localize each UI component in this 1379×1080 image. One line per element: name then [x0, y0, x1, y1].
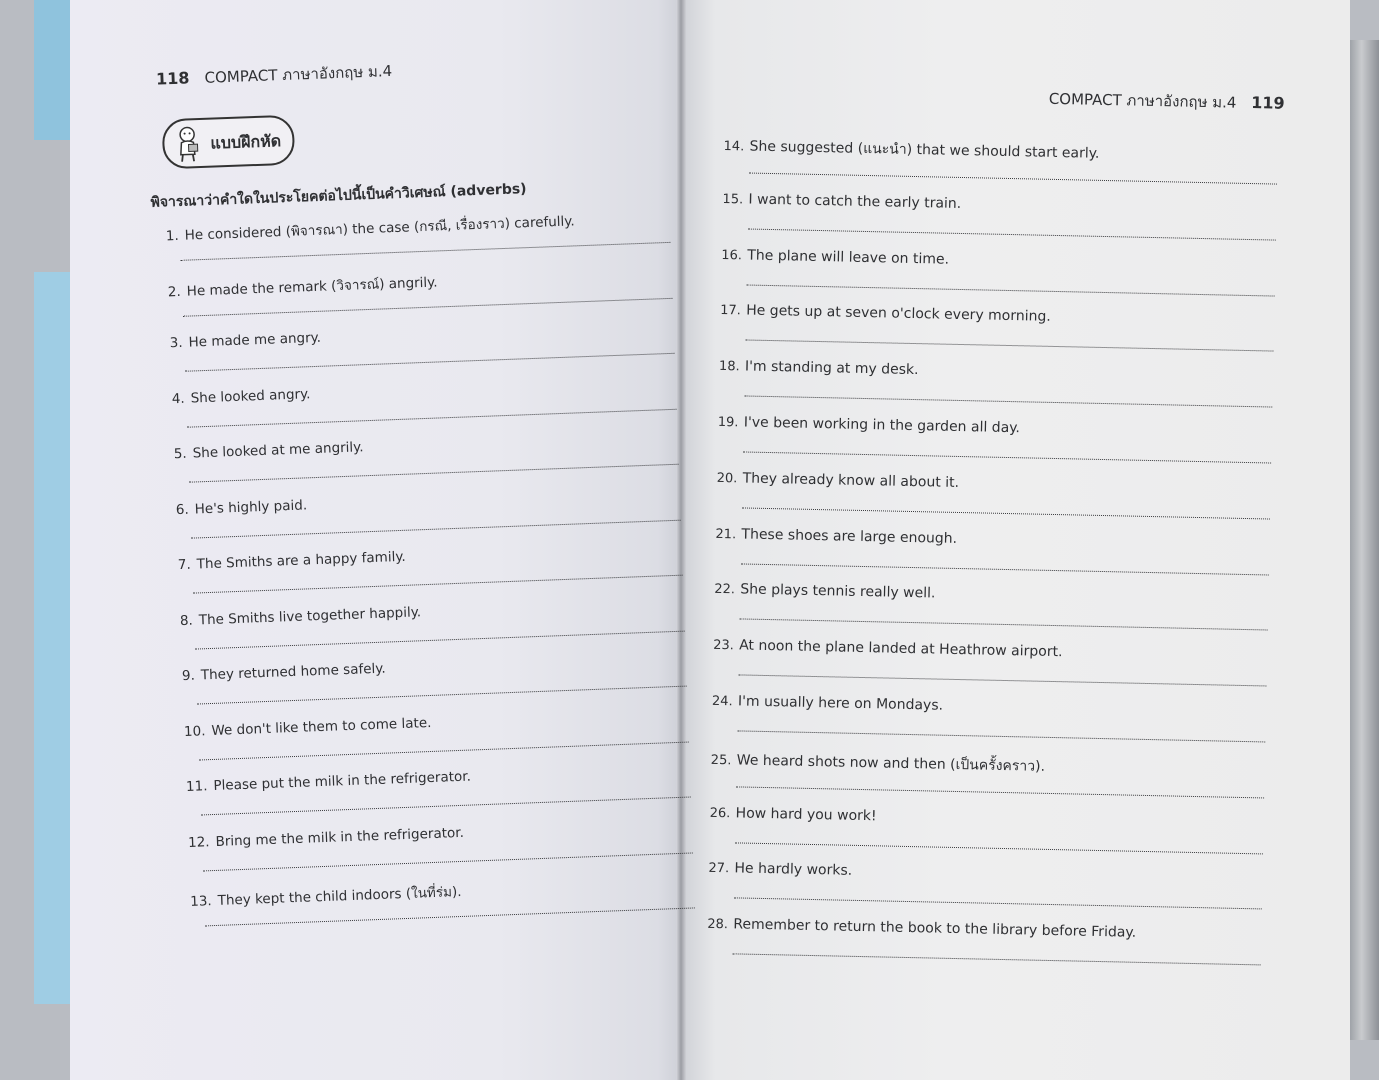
- exercise-number: 2.: [167, 283, 182, 300]
- exercise-badge: [162, 115, 296, 170]
- exercise-sentence: The Smiths live together happily.: [198, 603, 422, 628]
- exercise-item: [186, 769, 471, 795]
- exercise-item: [182, 661, 386, 684]
- exercise-sentence: I'm standing at my desk.: [744, 358, 919, 379]
- header-title: COMPACT ภาษาอังกฤษ ม.4: [204, 61, 393, 87]
- exercise-sentence: I'm usually here on Mondays.: [737, 693, 944, 714]
- exercise-item: [188, 824, 464, 850]
- right-header: [1049, 87, 1285, 116]
- exercise-number: 4.: [171, 390, 185, 407]
- exercise-sentence: They already know all about it.: [742, 470, 960, 491]
- page-number: 118: [155, 68, 190, 89]
- exercise-sentence: We heard shots now and then (เป็นครั้งคราว).: [736, 752, 1046, 775]
- exercise-number: 22.: [714, 582, 736, 598]
- answer-line[interactable]: [734, 898, 1262, 910]
- left-header: [156, 59, 393, 92]
- answer-line[interactable]: [199, 741, 689, 760]
- answer-line[interactable]: [189, 464, 679, 483]
- exercise-item: [718, 414, 1020, 436]
- answer-line[interactable]: [740, 619, 1268, 631]
- exercise-sentence: He made me angry.: [188, 329, 322, 351]
- exercise-number: 28.: [707, 917, 729, 933]
- exercise-number: 6.: [175, 501, 190, 518]
- exercise-number: 17.: [720, 303, 742, 319]
- exercise-sentence: These shoes are large enough.: [741, 526, 958, 547]
- answer-line[interactable]: [205, 907, 695, 926]
- exercise-item: [717, 470, 960, 491]
- answer-line[interactable]: [197, 686, 687, 705]
- exercise-number: 16.: [721, 247, 743, 263]
- exercise-sentence: How hard you work!: [735, 804, 877, 824]
- answer-line[interactable]: [749, 173, 1277, 185]
- exercise-number: 8.: [179, 612, 194, 629]
- answer-line[interactable]: [744, 396, 1272, 408]
- exercise-sentence: Bring me the milk in the refrigerator.: [215, 824, 465, 850]
- exercise-number: 14.: [723, 138, 745, 155]
- exercise-sentence: He considered (พิจารณา) the case (กรณี, เรื่องราว) carefully.: [184, 213, 575, 244]
- answer-line[interactable]: [748, 228, 1276, 240]
- answer-line[interactable]: [181, 242, 671, 261]
- exercise-number: 24.: [711, 693, 733, 710]
- exercise-item: [714, 581, 935, 602]
- exercise-sentence: He gets up at seven o'clock every morning.: [746, 302, 1051, 326]
- answer-line[interactable]: [737, 730, 1265, 742]
- exercise-sentence: We don't like them to come late.: [211, 714, 432, 739]
- exercise-item: [709, 804, 876, 823]
- answer-line[interactable]: [187, 408, 677, 427]
- exercise-number: 20.: [716, 470, 738, 487]
- answer-line[interactable]: [191, 519, 681, 538]
- exercise-sentence: She looked at me angrily.: [192, 439, 364, 462]
- exercise-number: 25.: [710, 752, 732, 769]
- exercise-item: [708, 860, 852, 879]
- answer-line[interactable]: [201, 797, 691, 816]
- exercise-item: [707, 916, 1136, 941]
- exercise-number: 21.: [715, 526, 737, 542]
- exercise-sentence: At noon the plane landed at Heathrow airport.: [738, 637, 1063, 661]
- exercise-item: [176, 497, 308, 518]
- exercise-sentence: The plane will leave on time.: [747, 247, 950, 268]
- exercise-item: [172, 386, 311, 407]
- exercise-number: 3.: [169, 334, 183, 352]
- right-page-content: [706, 80, 1285, 992]
- answer-line[interactable]: [739, 675, 1267, 687]
- answer-line[interactable]: [183, 297, 673, 316]
- answer-line[interactable]: [733, 954, 1261, 966]
- exercise-item: [165, 209, 575, 246]
- answer-line[interactable]: [735, 842, 1263, 854]
- exercise-item: [715, 525, 957, 546]
- exercise-item: [713, 637, 1063, 660]
- instruction-text: พิจารณาว่าคำใดในประโยคต่อไปนี้เป็นคำวิเศษณ์ (adverbs): [150, 181, 527, 211]
- exercise-item: [178, 549, 406, 573]
- exercise-number: 18.: [718, 359, 740, 375]
- answer-line[interactable]: [736, 786, 1264, 798]
- exercise-sentence: Please put the milk in the refrigerator.: [213, 768, 472, 794]
- exercise-sentence: I want to catch the early train.: [748, 191, 962, 212]
- exercise-item: [190, 880, 462, 912]
- exercise-sentence: He's highly paid.: [194, 496, 308, 517]
- exercise-sentence: Remember to return the book to the library before Friday.: [733, 916, 1137, 941]
- exercise-number: 23.: [712, 638, 734, 654]
- exercise-sentence: They kept the child indoors (ในที่ร่ม).: [217, 883, 462, 909]
- exercise-sentence: I've been working in the garden all day.: [743, 414, 1021, 437]
- answer-line[interactable]: [746, 340, 1274, 352]
- exercise-sentence: She looked angry.: [190, 385, 311, 407]
- answer-line[interactable]: [185, 353, 675, 372]
- exercise-item: [174, 439, 364, 462]
- exercise-item: [167, 270, 437, 302]
- exercise-item: [180, 604, 422, 629]
- cartoon-student-icon: [170, 124, 205, 163]
- exercise-number: 1.: [165, 227, 180, 245]
- exercise-item: [721, 247, 949, 268]
- cover-edge: [34, 272, 70, 1004]
- exercise-item: [711, 749, 1046, 778]
- answer-line[interactable]: [747, 284, 1275, 296]
- left-page-content: [145, 30, 719, 999]
- answer-line[interactable]: [193, 575, 683, 594]
- exercise-number: 5.: [173, 445, 188, 463]
- exercise-sentence: He made the remark (วิจารณ์) angrily.: [186, 273, 438, 300]
- exercise-sentence: She plays tennis really well.: [740, 581, 936, 602]
- exercise-sentence: The Smiths are a happy family.: [196, 548, 406, 573]
- exercise-number: 27.: [708, 861, 730, 877]
- answer-line[interactable]: [195, 630, 685, 649]
- exercise-number: 12.: [187, 833, 210, 851]
- exercise-item: [720, 302, 1051, 325]
- exercise-item: [723, 135, 1099, 165]
- exercise-number: 15.: [722, 191, 744, 208]
- exercise-sentence: She suggested (แนะนำ) that we should start early.: [749, 138, 1100, 162]
- exercise-number: 26.: [709, 805, 731, 821]
- cover-edge: [34, 0, 70, 140]
- header-title: COMPACT ภาษาอังกฤษ ม.4: [1048, 89, 1237, 112]
- answer-line[interactable]: [742, 507, 1270, 519]
- answer-line[interactable]: [743, 451, 1271, 463]
- exercise-item: [712, 693, 943, 714]
- exercise-number: 10.: [183, 722, 206, 740]
- exercise-number: 7.: [177, 556, 192, 574]
- badge-label: แบบฝึกหัด: [210, 131, 282, 153]
- exercise-item: [722, 191, 961, 212]
- exercise-sentence: He hardly works.: [734, 860, 853, 880]
- answer-line[interactable]: [741, 563, 1269, 575]
- exercise-number: 9.: [181, 667, 196, 685]
- page-edges: [1350, 40, 1379, 1040]
- answer-line[interactable]: [203, 852, 693, 871]
- page-number: 119: [1251, 93, 1285, 113]
- exercise-item: [169, 330, 321, 352]
- exercise-item: [719, 358, 919, 378]
- exercise-sentence: They returned home safely.: [200, 660, 386, 684]
- exercise-item: [184, 714, 432, 739]
- exercise-number: 13.: [189, 893, 213, 910]
- exercise-number: 11.: [185, 778, 208, 795]
- exercise-number: 19.: [717, 414, 739, 431]
